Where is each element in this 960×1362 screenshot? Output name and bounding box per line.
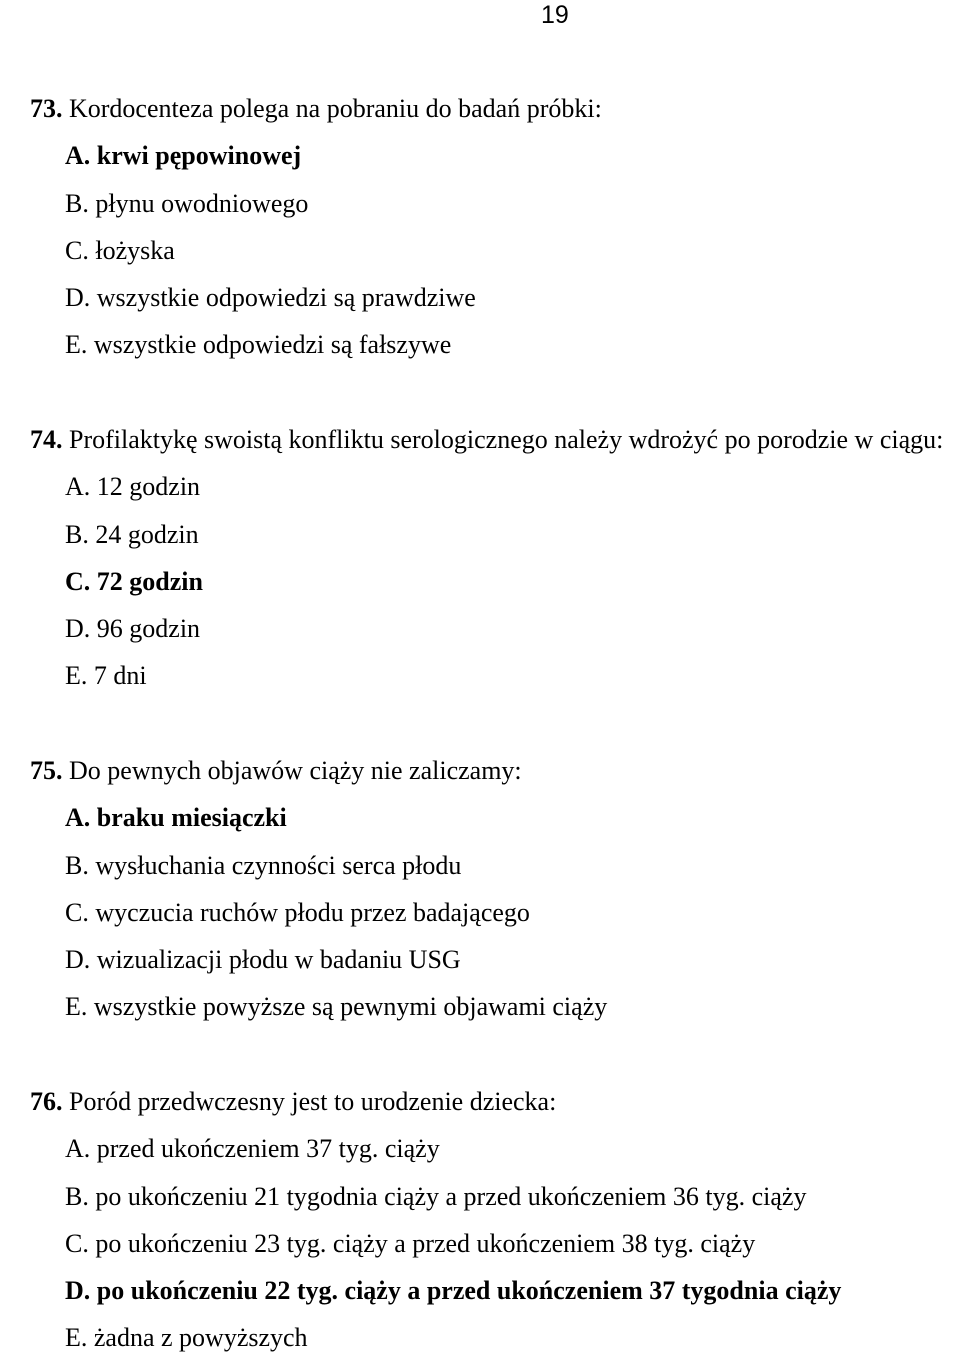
question-75	[30, 747, 950, 1031]
answer-option-b: B. 24 godzin	[65, 519, 199, 549]
answer-option-b: B. wysłuchania czynności serca płodu	[65, 850, 462, 880]
answer-option-e: E. 7 dni	[65, 661, 147, 691]
question-stem	[30, 416, 950, 463]
answer-option-d: D. wizualizacji płodu w badaniu USG	[65, 945, 461, 975]
answer-option-c: C. wyczucia ruchów płodu przez badającego	[65, 897, 530, 927]
question-73	[30, 85, 950, 369]
answer-option-b: B. płynu owodniowego	[65, 188, 309, 218]
answer-option-c: C. łożyska	[65, 235, 175, 265]
question-number: 75.	[30, 756, 63, 785]
question-stem	[30, 747, 950, 794]
answer-option-a: A. 12 godzin	[65, 472, 201, 502]
answer-option-a: A. przed ukończeniem 37 tyg. ciąży	[65, 1134, 440, 1164]
question-text: Profilaktykę swoistą konfliktu serologicznego należy wdrożyć po porodzie w ciągu:	[62, 425, 944, 454]
question-number: 73.	[30, 94, 63, 123]
answer-option-a: A. braku miesiączki	[65, 803, 287, 833]
answer-option-e: E. żadna z powyższych	[65, 1323, 308, 1353]
question-number: 76.	[30, 1087, 63, 1116]
question-text: Do pewnych objawów ciąży nie zaliczamy:	[62, 756, 522, 785]
answer-option-e: E. wszystkie odpowiedzi są fałszywe	[65, 330, 452, 360]
answer-option-b: B. po ukończeniu 21 tygodnia ciąży a przed ukończeniem 36 tyg. ciąży	[65, 1181, 807, 1211]
answer-option-d: D. wszystkie odpowiedzi są prawdziwe	[65, 283, 476, 313]
answer-option-c: C. po ukończeniu 23 tyg. ciąży a przed ukończeniem 38 tyg. ciąży	[65, 1228, 756, 1258]
answer-option-d: D. po ukończeniu 22 tyg. ciąży a przed ukończeniem 37 tygodnia ciąży	[65, 1276, 842, 1306]
answer-option-e: E. wszystkie powyższe są pewnymi objawami ciąży	[65, 992, 608, 1022]
answer-option-a: A. krwi pępowinowej	[65, 141, 302, 171]
answer-option-d: D. 96 godzin	[65, 614, 201, 644]
question-74	[30, 416, 950, 700]
page-number: 19	[541, 1, 569, 29]
question-text: Poród przedwczesny jest to urodzenie dziecka:	[62, 1087, 557, 1116]
answer-option-c: C. 72 godzin	[65, 566, 203, 596]
question-76	[30, 1078, 950, 1362]
question-text: Kordocenteza polega na pobraniu do badań próbki:	[62, 94, 602, 123]
question-number: 74.	[30, 425, 63, 454]
question-stem	[30, 1078, 950, 1125]
question-stem	[30, 85, 950, 132]
